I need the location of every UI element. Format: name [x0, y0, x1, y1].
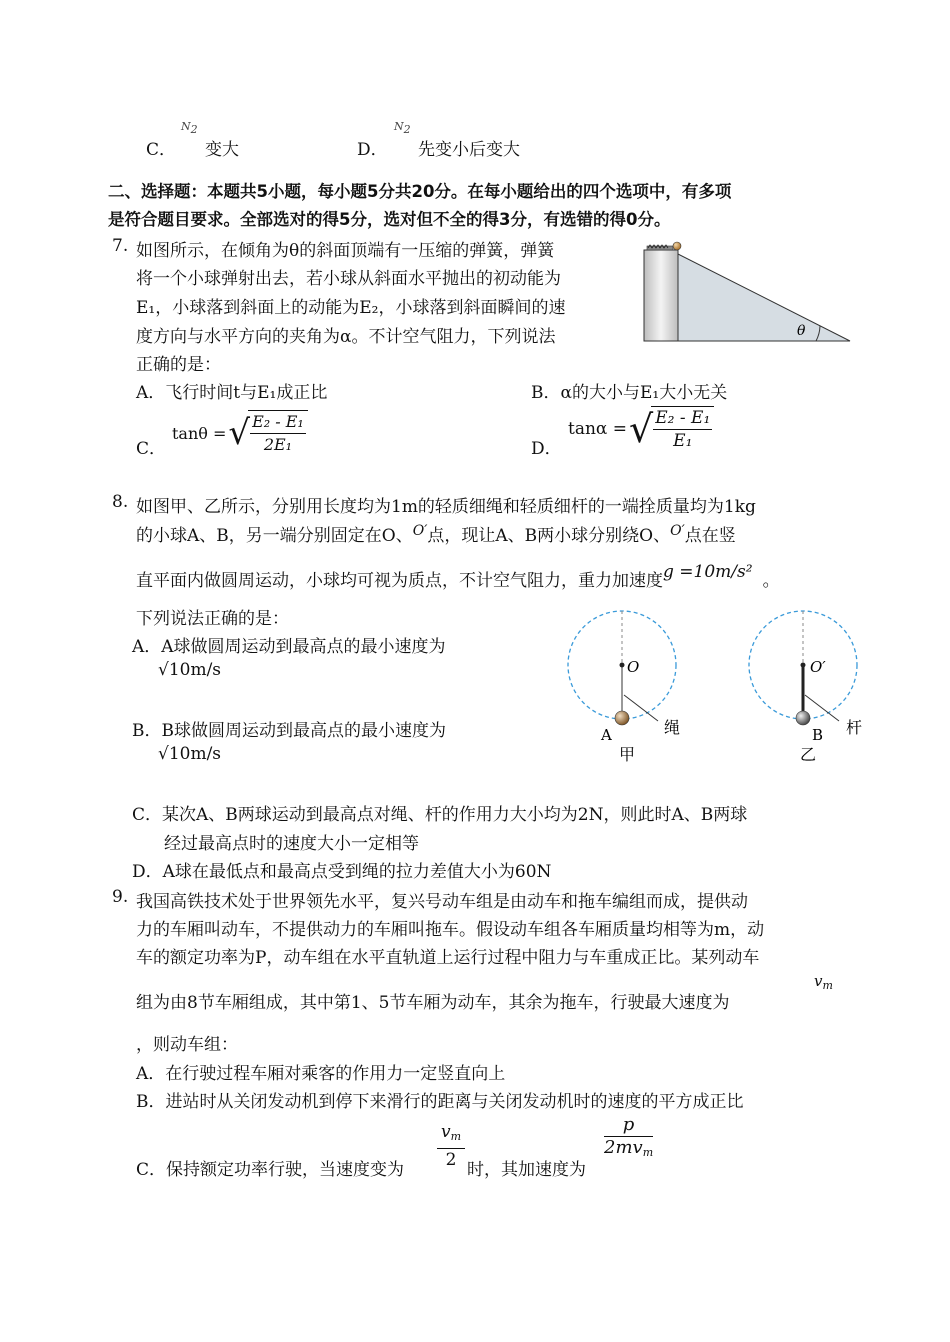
q8-circle-figure: [560, 603, 880, 773]
q9-line1: 我国高铁技术处于世界领先水平，复兴号动车组是由动车和拖车编组而成，提供动: [136, 892, 748, 912]
q9-option-c-mid: 时，其加速度为: [467, 1160, 586, 1180]
frac-num: E₂ - E₁: [655, 408, 711, 428]
q7-line5: 正确的是：: [136, 355, 221, 375]
pivot-o: [620, 663, 625, 668]
q8-option-c-line1: C．某次A、B两球运动到最高点对绳、杆的作用力大小均为2N，则此时A、B两球: [132, 805, 748, 825]
sub: 2: [190, 123, 198, 136]
den: 2mv: [604, 1137, 643, 1158]
text: 点，现让A、B两小球分别绕O、: [427, 526, 671, 546]
lhs: tanα =: [568, 419, 628, 439]
q8-option-a-line1: A．A球做圆周运动到最高点的最小速度为: [132, 637, 446, 657]
label-rope: 绳: [664, 718, 681, 737]
q9-line5: ，则动车组：: [136, 1035, 238, 1055]
q7-line3: E₁，小球落到斜面上的动能为E₂，小球落到斜面瞬间的速: [136, 298, 566, 318]
incline-triangle: [678, 254, 850, 341]
q8-option-d: D．A球在最低点和最高点受到绳的拉力差值大小为60N: [132, 862, 552, 882]
v: v: [814, 972, 823, 990]
q8-option-c-line2: 经过最高点时的速度大小一定相等: [164, 834, 419, 854]
q8-option-b-line1: B．B球做圆周运动到最高点的最小速度为: [132, 721, 446, 741]
q8-number: 8.: [112, 492, 129, 512]
label-b: B: [812, 726, 824, 744]
sym: N: [181, 120, 191, 133]
label-rod: 杆: [846, 718, 863, 737]
q9-accel-fraction: [604, 1114, 653, 1164]
frac-den: E₁: [673, 431, 693, 451]
q7-option-c-label: C．: [136, 439, 167, 459]
q8-option-b-line2: √10m/s: [158, 744, 222, 764]
q7-line4: 度方向与水平方向的夹角为α。不计空气阻力，下列说法: [136, 327, 556, 347]
sqrt-sign: √: [629, 407, 654, 451]
sub: m: [450, 1130, 462, 1143]
q7-number: 7.: [112, 236, 129, 256]
option-c-text: 变大: [205, 140, 239, 160]
n2-symbol: [394, 120, 411, 136]
option-c-prev: [146, 135, 176, 160]
text: 。: [762, 571, 780, 591]
text: 的小球A、B，另一端分别固定在O、: [136, 526, 413, 546]
section-heading-line2: 是符合题目要求。全部选对的得5分，选对但不全的得3分，有选错的得0分。: [108, 210, 671, 229]
o-prime: O′: [412, 523, 428, 539]
q7-option-d-formula: [568, 406, 714, 452]
sqrt-sign: √: [228, 413, 251, 453]
sub: m: [642, 1146, 654, 1159]
sym: N: [394, 120, 404, 133]
vm-symbol: [814, 972, 833, 992]
num: p: [604, 1114, 653, 1137]
q9-option-a: A．在行驶过程车厢对乘客的作用力一定竖直向上: [136, 1064, 506, 1084]
frac-num: E₂ - E₁: [250, 411, 306, 434]
gravity-value: g =10m/s²: [663, 562, 753, 582]
o-prime: O′: [670, 523, 685, 539]
label-jia: 甲: [619, 745, 636, 764]
option-d-text: 先变小后变大: [418, 140, 520, 160]
ball: [673, 242, 681, 250]
option-label: C．: [146, 140, 177, 160]
q7-incline-figure: [640, 236, 855, 346]
section-heading-line1: 二、选择题：本题共5小题，每小题5分共20分。在每小题给出的四个选项中，有多项: [108, 182, 732, 201]
theta-label: θ: [797, 323, 806, 339]
lhs: tanθ =: [172, 423, 227, 443]
q7-option-d-label: D．: [531, 439, 562, 459]
n2-symbol: [181, 120, 198, 136]
text: 点在竖: [684, 526, 736, 546]
v: v: [441, 1122, 451, 1142]
option-label: D．: [357, 140, 388, 160]
q7-line1: 如图所示，在倾角为θ的斜面顶端有一压缩的弹簧，弹簧: [136, 241, 555, 261]
q8-line4: 下列说法正确的是：: [136, 609, 289, 629]
sub: m: [822, 979, 833, 992]
sub: 2: [403, 123, 411, 136]
den: 2: [445, 1150, 457, 1170]
q7-option-b: B．α的大小与E₁大小无关: [531, 383, 728, 403]
ball-b: [796, 711, 810, 725]
q9-option-c-pre: C．保持额定功率行驶，当速度变为: [136, 1160, 405, 1180]
q8-line2: [136, 521, 736, 546]
q8-option-a-line2: √10m/s: [158, 660, 222, 680]
q8-line3: [136, 562, 780, 591]
q7-option-c-formula: [172, 410, 308, 456]
q9-line3: 车的额定功率为P，动车组在水平直轨道上运行过程中阻力与车重成正比。某列动车: [136, 948, 760, 968]
q7-option-a: A．飞行时间t与E₁成正比: [136, 383, 328, 403]
q9-line2: 力的车厢叫动车，不提供动力的车厢叫拖车。假设动车组各车厢质量均相等为m，动: [136, 920, 765, 940]
q7-line2: 将一个小球弹射出去，若小球从斜面水平抛出的初动能为: [136, 269, 561, 289]
option-d-prev: [357, 135, 388, 160]
ball-a: [615, 711, 629, 725]
label-o: O: [627, 658, 640, 676]
text: 直平面内做圆周运动，小球均可视为质点，不计空气阻力，重力加速度: [136, 571, 663, 591]
pillar: [644, 250, 678, 341]
q9-number: 9.: [112, 887, 129, 907]
q9-line4: 组为由8节车厢组成，其中第1、5节车厢为动车，其余为拖车，行驶最大速度为: [136, 993, 730, 1013]
q9-half-vm: [437, 1121, 465, 1171]
label-yi: 乙: [800, 745, 817, 764]
label-o-prime: O′: [810, 658, 826, 676]
frac-den: 2E₁: [263, 435, 293, 454]
q9-option-b: B．进站时从关闭发动机到停下来滑行的距离与关闭发动机时的速度的平方成正比: [136, 1092, 744, 1112]
pivot-o-prime: [801, 663, 806, 668]
q8-line1: 如图甲、乙所示，分别用长度均为1m的轻质细绳和轻质细杆的一端拴质量均为1kg: [136, 497, 756, 517]
label-a: A: [601, 726, 612, 744]
